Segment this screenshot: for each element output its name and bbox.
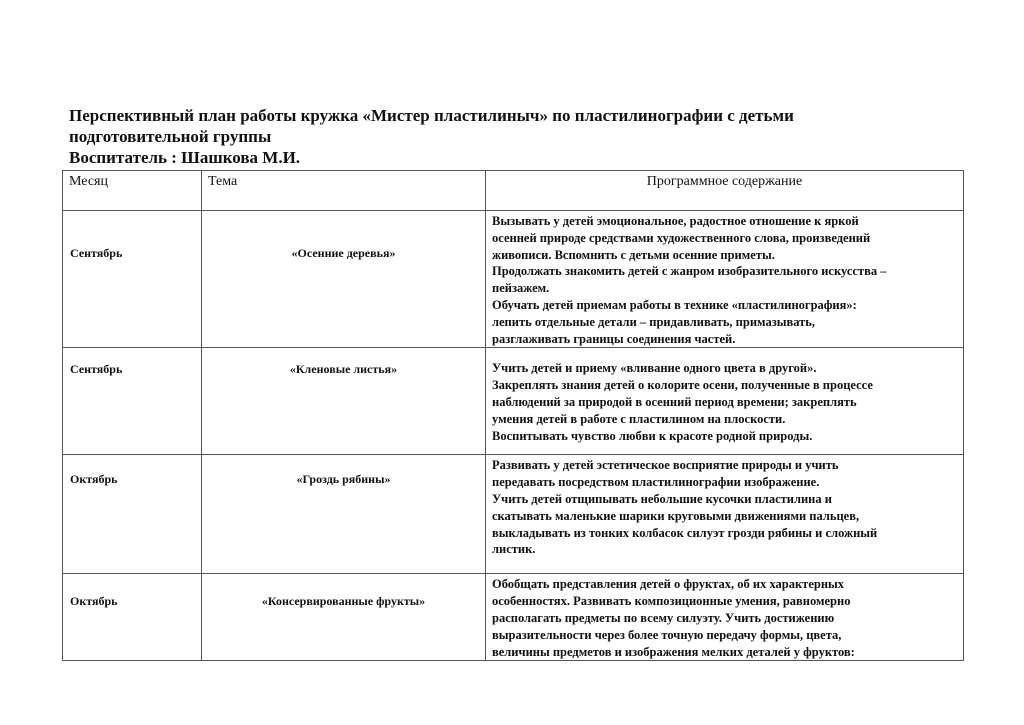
header-topic: Тема bbox=[202, 171, 486, 211]
header-content: Программное содержание bbox=[486, 171, 964, 211]
table-row bbox=[63, 574, 964, 661]
cell-topic: «Осенние деревья» bbox=[202, 211, 486, 348]
cell-topic: «Кленовые листья» bbox=[202, 348, 486, 455]
header-month: Месяц bbox=[63, 171, 202, 211]
cell-content: Вызывать у детей эмоциональное, радостное отношение к яркой осенней природе средствами художественного слова, произведений живописи. Вспомнить с детьми осенние приметы. Продолжать знакомить детей с жанром изобразительного искусства – пейзажем. Обучать детей приемам работы в технике «пластилинография»: лепить отдельные детали – придавливать, примазывать, разглаживать границы соединения частей. bbox=[486, 211, 964, 348]
document-heading bbox=[69, 105, 969, 168]
cell-month: Сентябрь bbox=[63, 211, 202, 348]
cell-month: Октябрь bbox=[63, 574, 202, 661]
cell-content: Учить детей и приему «вливание одного цвета в другой». Закреплять знания детей о колорите осени, полученные в процессе наблюдений за природой в осенний период времени; закреплять умения детей в работе с пластилином на плоскости. Воспитывать чувство любви к красоте родной природы. bbox=[486, 348, 964, 455]
cell-content: Обобщать представления детей о фруктах, об их характерных особенностях. Развивать композиционные умения, равномерно располагать предметы по всему силуэту. Учить достижению выразительности через более точную передачу формы, цвета, величины предметов и изображения мелких деталей у фруктов: bbox=[486, 574, 964, 661]
heading-teacher: Воспитатель : Шашкова М.И. bbox=[69, 148, 301, 167]
plan-table bbox=[62, 170, 964, 661]
table-row bbox=[63, 211, 964, 348]
heading-title-line2: подготовительной группы bbox=[69, 127, 272, 146]
table-row bbox=[63, 348, 964, 455]
cell-content: Развивать у детей эстетическое восприятие природы и учить передавать посредством пластилинографии изображение. Учить детей отщипывать небольшие кусочки пластилина и скатывать маленькие шарики круговыми движениями пальцев, выкладывать из тонких колбасок силуэт грозди рябины и сложный листик. bbox=[486, 455, 964, 574]
cell-month: Октябрь bbox=[63, 455, 202, 574]
cell-month: Сентябрь bbox=[63, 348, 202, 455]
table-row bbox=[63, 455, 964, 574]
heading-title-line1: Перспективный план работы кружка «Мистер пластилиныч» по пластилинографии с детьми bbox=[69, 106, 794, 125]
cell-topic: «Консервированные фрукты» bbox=[202, 574, 486, 661]
table-header-row bbox=[63, 171, 964, 211]
cell-topic: «Гроздь рябины» bbox=[202, 455, 486, 574]
